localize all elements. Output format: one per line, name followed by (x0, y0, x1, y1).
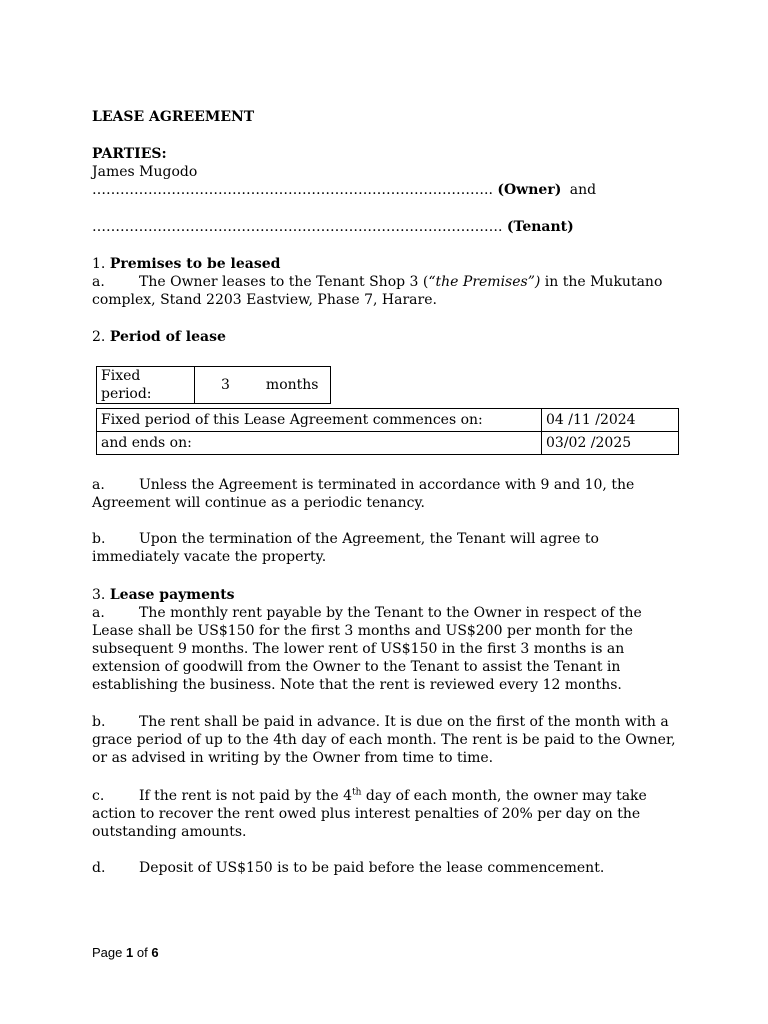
clause-text-part2: day of each month, the owner may take action to recover the rent owed plus interest penalties of 20% per day on the outstanding amounts. (92, 788, 647, 840)
owner-dots: ………………………………………………………………………….. (92, 182, 493, 198)
clause-text: The monthly rent payable by the Tenant to the Owner in respect of the Lease shall be US$150 for the first 3 months and US$200 per month for the subsequent 9 months. The lower rent of US$150 in the first 3 months is an extension of goodwill from the Owner to the Tenant to assist the Tenant in establishing the business. Note that the rent is reviewed every 12 months. (92, 605, 642, 693)
table-row (97, 409, 679, 432)
tenant-line (92, 218, 574, 236)
section-1-title: Premises to be leased (109, 256, 281, 272)
premises-term: “the Premises”) (428, 274, 541, 290)
section-3-clause-d (92, 859, 682, 877)
fixed-period-cell (195, 367, 331, 404)
clause-text: Unless the Agreement is terminated in accordance with 9 and 10, the Agreement will continue as a periodic tenancy. (92, 477, 635, 511)
owner-line (92, 181, 596, 199)
section-3-number: 3. (92, 587, 106, 603)
section-1-heading (92, 255, 280, 273)
section-2-number: 2. (92, 329, 106, 345)
clause-label: a. (92, 477, 105, 493)
parties-heading: PARTIES: (92, 146, 167, 162)
document-title: LEASE AGREEMENT (92, 109, 255, 125)
clause-text: Deposit of US$150 is to be paid before the lease commencement. (139, 860, 605, 876)
fixed-period-table (96, 366, 331, 404)
clause-text-part2: in the Mukutano complex, Stand 2203 Eastview, Phase 7, Harare. (92, 274, 663, 308)
section-3-clause-c (92, 787, 682, 841)
clause-text: Upon the termination of the Agreement, the Tenant will agree to immediately vacate the property. (92, 531, 599, 565)
owner-label: (Owner) (497, 182, 562, 198)
fixed-period-unit: months (265, 377, 319, 393)
section-1-clause-a (92, 273, 682, 309)
section-2-heading (92, 328, 226, 346)
ends-date: 03/02 /2025 (542, 432, 679, 455)
commences-label: Fixed period of this Lease Agreement commences on: (97, 409, 542, 432)
of-word: of (136, 945, 148, 960)
clause-label: c. (92, 788, 105, 804)
clause-label: b. (92, 531, 106, 547)
page-footer (92, 944, 159, 962)
commences-date: 04 /11 /2024 (542, 409, 679, 432)
section-3-clause-a (92, 604, 682, 694)
and-word: and (569, 182, 597, 198)
page-number: 1 (126, 945, 134, 960)
clause-label: d. (92, 860, 106, 876)
section-2-title: Period of lease (109, 329, 226, 345)
section-3-title: Lease payments (109, 587, 235, 603)
tenant-label: (Tenant) (506, 219, 574, 235)
section-3-heading (92, 586, 235, 604)
ends-label: and ends on: (97, 432, 542, 455)
ordinal-suffix: th (352, 787, 362, 798)
page-word: Page (92, 945, 123, 960)
clause-text: The rent shall be paid in advance. It is due on the first of the month with a grace period of up to the 4th day of each month. The rent is be paid to the Owner, or as advised in writing by the Owner from time to time. (92, 714, 676, 766)
section-1-number: 1. (92, 256, 106, 272)
clause-text-part1: If the rent is not paid by the 4 (139, 788, 353, 804)
page-total: 6 (151, 945, 159, 960)
lease-dates-table (96, 408, 679, 455)
clause-label: a. (92, 605, 105, 621)
fixed-period-value: 3 (221, 377, 230, 393)
fixed-period-label: Fixed period: (97, 367, 195, 404)
clause-label: a. (92, 274, 105, 290)
section-2-clause-b (92, 530, 682, 566)
clause-text-part1: The Owner leases to the Tenant Shop 3 ( (139, 274, 429, 290)
section-3-clause-b (92, 713, 682, 767)
table-row (97, 432, 679, 455)
tenant-dots: ……………………………………………………………………………. (92, 219, 503, 235)
section-2-clause-a (92, 476, 682, 512)
owner-name: James Mugodo (92, 164, 198, 180)
clause-label: b. (92, 714, 106, 730)
